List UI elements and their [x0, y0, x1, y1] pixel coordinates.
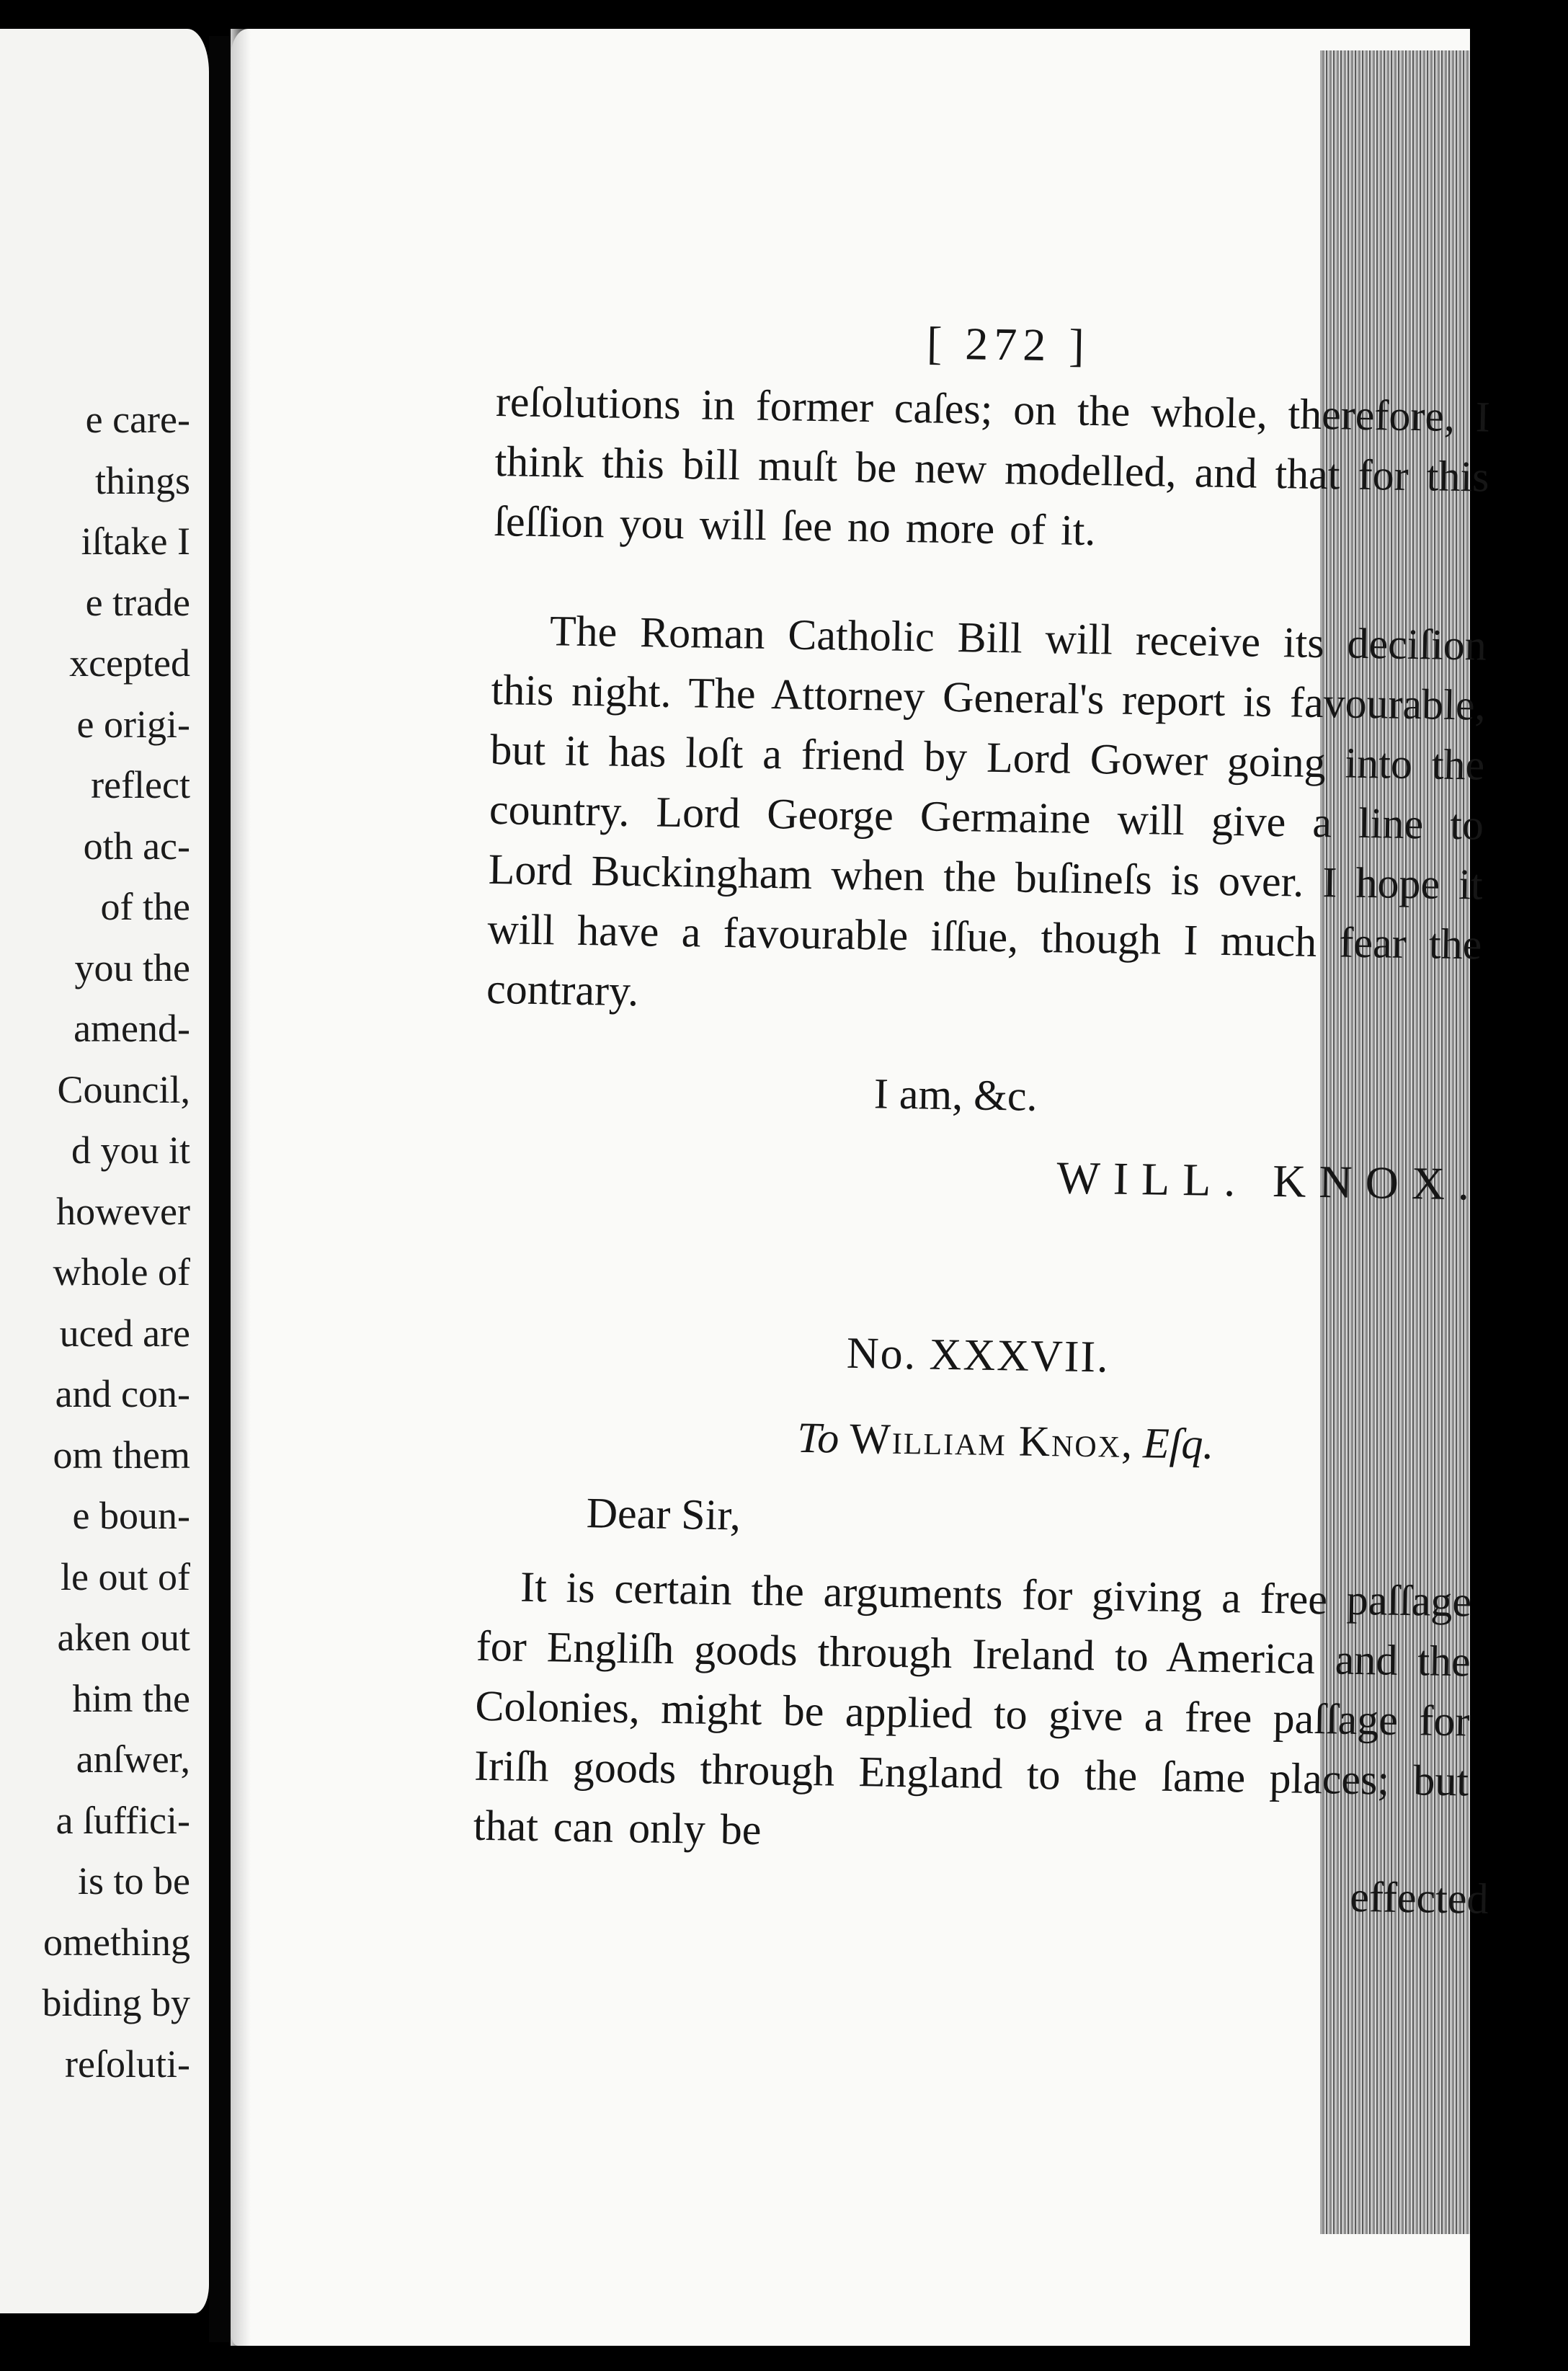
right-page — [231, 29, 1491, 2346]
paragraph-roman-catholic-bill: The Roman Catholic Bill will receive its deciſion this night. The Attorney General's report is favourable, but it has loſt a friend by Lord Gower going into the country. Lord George Germaine will give a line to Lord Buckingham when the buſineſs is over. I hope it will have a favourable iſſue, though I much fear the contrary. — [486, 607, 1487, 1015]
letter-signature: WILL. KNOX. — [1056, 1152, 1483, 1210]
paragraph-free-passage: It is certain the arguments for giving a free paſſage for Engliſh goods through Ireland to America and the Colonies, might be applied to give a free paſſage for Iriſh goods through England to the ſame places; but that can only be — [473, 1562, 1472, 1854]
left-page-line: a ſuffici- — [55, 1798, 190, 1842]
page-text-column — [472, 310, 1492, 1923]
left-page-line: you the — [74, 946, 190, 989]
left-page-line: le out of — [61, 1554, 190, 1598]
left-page-line: biding by — [42, 1981, 190, 2024]
left-page-line: omething — [43, 1920, 190, 1964]
catchword: effected — [1349, 1872, 1489, 1923]
left-page-line: anſwer, — [76, 1738, 190, 1781]
address-to: To — [796, 1413, 839, 1462]
left-page-line: him the — [72, 1676, 190, 1720]
address-title: Eſq. — [1142, 1419, 1214, 1468]
left-page-line: e boun- — [72, 1494, 190, 1537]
letter-number-heading: No. XXXVII. — [846, 1328, 1110, 1382]
letter-closing: I am, &c. — [873, 1069, 1038, 1120]
left-page-line: oth ac- — [83, 824, 190, 868]
left-page-text — [42, 389, 190, 2094]
left-page-line: whole of — [53, 1250, 190, 1294]
left-page-line: uced are — [59, 1311, 190, 1355]
left-page-line: amend- — [74, 1007, 190, 1050]
left-page-line: iſtake I — [81, 520, 190, 563]
left-page-line: is to be — [78, 1859, 190, 1903]
left-facing-page — [0, 29, 209, 2313]
left-page-line: d you it — [71, 1129, 190, 1172]
left-page-line: aken out — [57, 1616, 190, 1659]
page-curve-shadow — [231, 29, 251, 2346]
left-page-line: things — [94, 458, 190, 502]
left-page-line: e care- — [85, 398, 190, 441]
letter-address: To William Knox, Eſq. — [796, 1413, 1214, 1468]
left-page-line: Council, — [57, 1067, 190, 1111]
left-page-line: om them — [53, 1433, 190, 1477]
left-page-line: e trade — [85, 580, 190, 624]
left-page-line: reſoluti- — [65, 2042, 190, 2086]
left-page-line: however — [56, 1189, 190, 1233]
page-number: [ 272 ] — [926, 317, 1091, 371]
left-page-line: and con- — [55, 1372, 190, 1415]
left-page-line: reflect — [91, 763, 190, 806]
address-name: William Knox — [849, 1414, 1122, 1467]
salutation: Dear Sir, — [586, 1489, 741, 1539]
left-page-line: of the — [100, 885, 190, 928]
left-page-line: e origi- — [76, 702, 190, 746]
left-page-line: xcepted — [69, 641, 190, 685]
paragraph-continued: reſolutions in former caſes; on the whole, therefore, I think this bill muſt be new modelled, and that for this ſeſſion you will ſee no more of it. — [493, 377, 1491, 555]
